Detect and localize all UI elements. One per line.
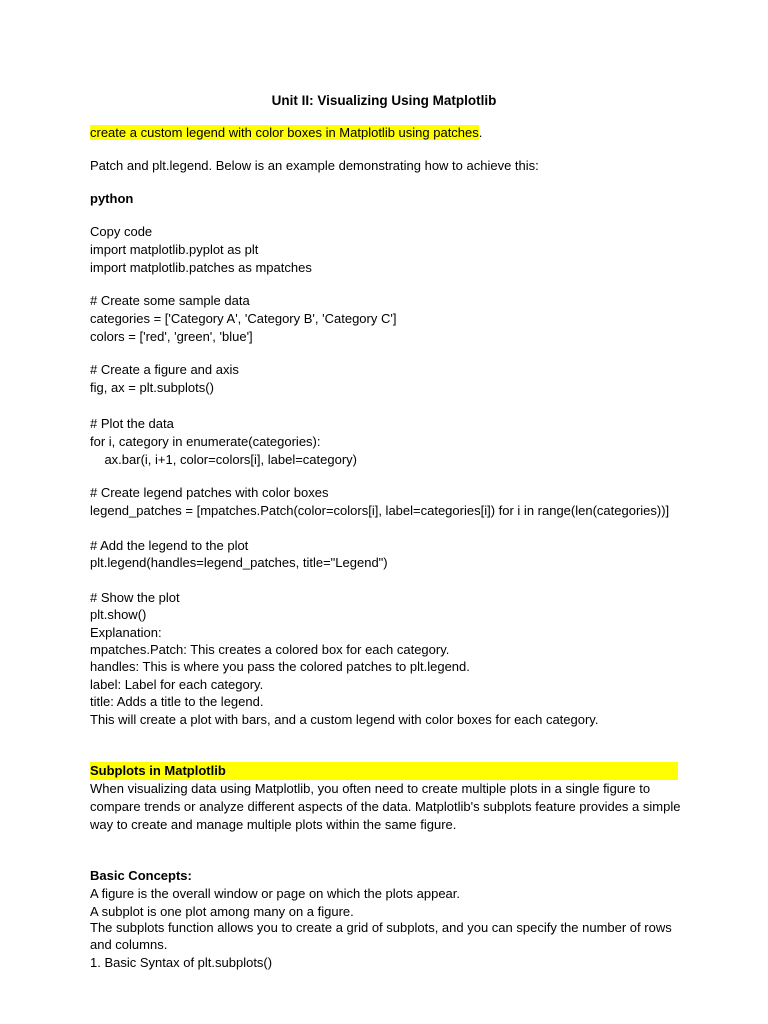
code-comment: # Show the plot bbox=[90, 590, 180, 605]
explanation-line: mpatches.Patch: This creates a colored box for each category. bbox=[90, 642, 450, 657]
numbered-item: 1. Basic Syntax of plt.subplots() bbox=[90, 955, 273, 970]
subsection-heading: Basic Concepts: bbox=[90, 868, 192, 883]
copy-code-label: Copy code bbox=[90, 224, 153, 239]
page-title: Unit II: Visualizing Using Matplotlib bbox=[271, 93, 497, 108]
code-line: colors = ['red', 'green', 'blue'] bbox=[90, 329, 253, 344]
intro-line bbox=[90, 124, 482, 142]
paragraph-line: When visualizing data using Matplotlib, you often need to create multiple plots in a single figure to bbox=[90, 781, 651, 796]
explanation-line: This will create a plot with bars, and a custom legend with color boxes for each category. bbox=[90, 712, 599, 727]
paragraph: Patch and plt.legend. Below is an example demonstrating how to achieve this: bbox=[90, 158, 539, 173]
code-line: import matplotlib.patches as mpatches bbox=[90, 260, 312, 275]
paragraph-line: compare trends or analyze different aspects of the data. Matplotlib's subplots feature provides a simple bbox=[90, 799, 681, 814]
code-comment: # Create legend patches with color boxes bbox=[90, 485, 329, 500]
explanation-heading: Explanation: bbox=[90, 625, 162, 640]
code-line: for i, category in enumerate(categories): bbox=[90, 434, 321, 449]
code-line: fig, ax = plt.subplots() bbox=[90, 380, 214, 395]
code-line: ax.bar(i, i+1, color=colors[i], label=category) bbox=[90, 452, 357, 467]
code-comment: # Create some sample data bbox=[90, 293, 250, 308]
code-line: plt.show() bbox=[90, 607, 147, 622]
code-line: plt.legend(handles=legend_patches, title="Legend") bbox=[90, 555, 388, 570]
explanation-line: label: Label for each category. bbox=[90, 677, 264, 692]
code-line: legend_patches = [mpatches.Patch(color=colors[i], label=categories[i]) for i in range(len(categories))] bbox=[90, 503, 670, 518]
paragraph-line: A figure is the overall window or page on which the plots appear. bbox=[90, 886, 461, 901]
code-comment: # Add the legend to the plot bbox=[90, 538, 249, 553]
intro-tail: . bbox=[478, 125, 483, 140]
code-comment: # Create a figure and axis bbox=[90, 362, 239, 377]
code-comment: # Plot the data bbox=[90, 416, 174, 431]
document-page bbox=[90, 0, 690, 1024]
code-line: categories = ['Category A', 'Category B', 'Category C'] bbox=[90, 311, 397, 326]
paragraph-line: and columns. bbox=[90, 937, 168, 952]
paragraph-line: way to create and manage multiple plots within the same figure. bbox=[90, 817, 457, 832]
intro-highlight: create a custom legend with color boxes in Matplotlib using patches bbox=[90, 125, 479, 140]
code-line: import matplotlib.pyplot as plt bbox=[90, 242, 259, 257]
explanation-line: title: Adds a title to the legend. bbox=[90, 694, 264, 709]
explanation-line: handles: This is where you pass the colored patches to plt.legend. bbox=[90, 659, 470, 674]
language-label: python bbox=[90, 191, 134, 206]
paragraph-line: The subplots function allows you to create a grid of subplots, and you can specify the number of rows bbox=[90, 920, 672, 935]
section-heading: Subplots in Matplotlib bbox=[90, 762, 678, 780]
paragraph-line: A subplot is one plot among many on a figure. bbox=[90, 904, 354, 919]
